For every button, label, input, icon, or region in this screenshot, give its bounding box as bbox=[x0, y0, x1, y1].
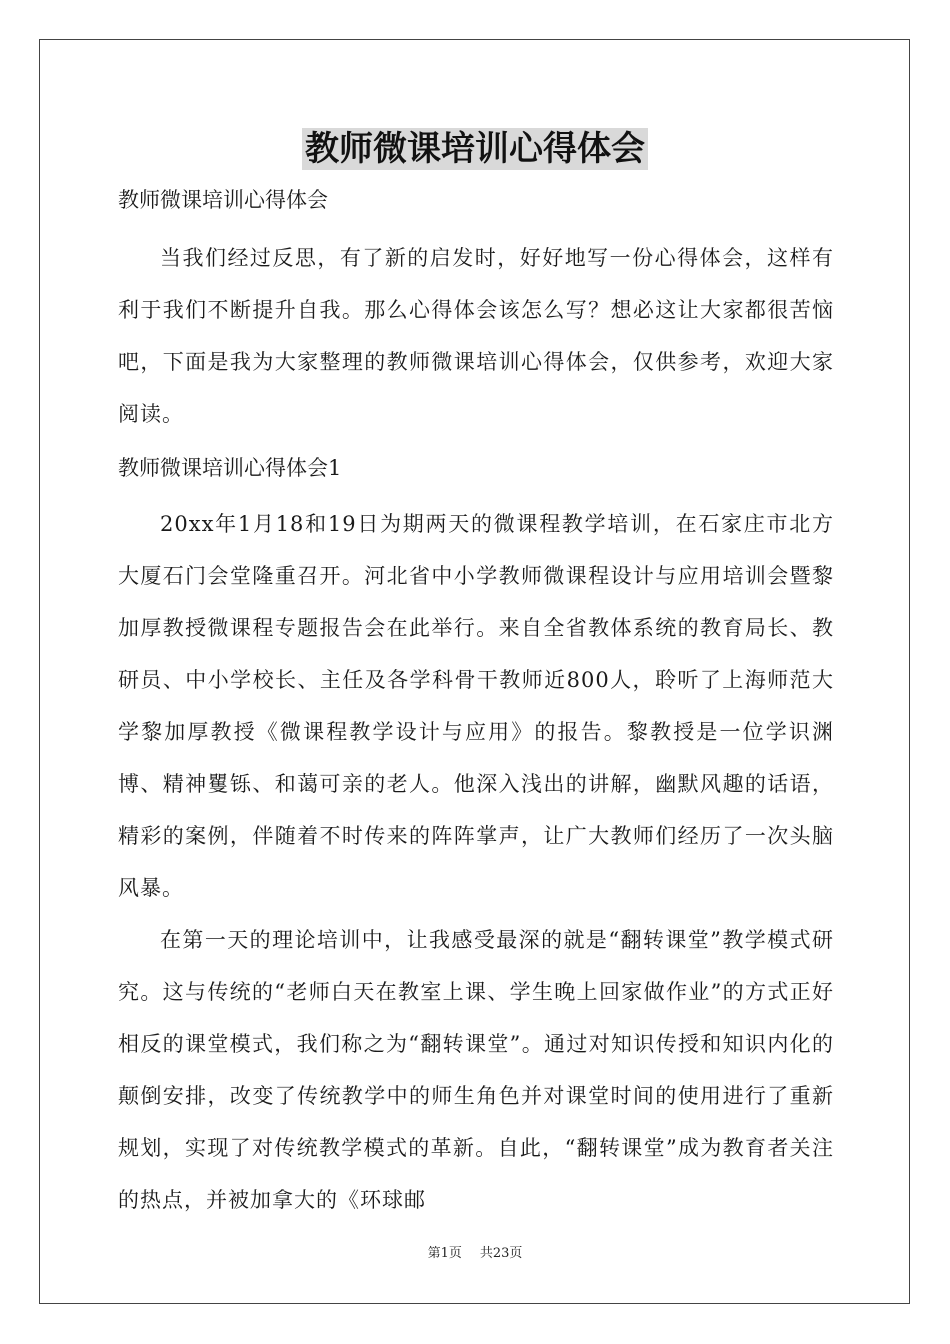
title-container bbox=[0, 128, 950, 170]
page-total: 共23页 bbox=[479, 1246, 523, 1261]
body-paragraph-1: 20xx年1月18和19日为期两天的微课程教学培训，在石家庄市北方大厦石门会堂隆重召开。河北省中小学教师微课程设计与应用培训会暨黎加厚教授微课程专题报告会在此举行。来自全省教体系统的教育局长、教研员、中小学校长、主任及各学科骨干教师近800人，聆听了上海师范大学黎加厚教授《微课程教学设计与应用》的报告。黎教授是一位学识渊博、精神矍铄、和蔼可亲的老人。他深入浅出的讲解，幽默风趣的话语，精彩的案例，伴随着不时传来的阵阵掌声，让广大教师们经历了一次头脑风暴。 bbox=[118, 512, 834, 900]
body-paragraph-2: 在第一天的理论培训中，让我感受最深的就是“翻转课堂”教学模式研究。这与传统的“老师白天在教室上课、学生晚上回家做作业”的方式正好相反的课堂模式，我们称之为“翻转课堂”。通过对知识传授和知识内化的颠倒安排，改变了传统教学中的师生角色并对课堂时间的使用进行了重新规划，实现了对传统教学模式的革新。自此，“翻转课堂”成为教育者关注的热点，并被加拿大的《环球邮 bbox=[118, 928, 834, 1212]
document-title: 教师微课培训心得体会 bbox=[302, 128, 648, 170]
section-heading: 教师微课培训心得体会1 bbox=[118, 456, 342, 480]
document-body bbox=[118, 180, 834, 1226]
page-number: 第1页 bbox=[427, 1246, 462, 1261]
document-subtitle: 教师微课培训心得体会 bbox=[118, 188, 328, 212]
page-footer bbox=[0, 1245, 950, 1263]
intro-paragraph: 当我们经过反思，有了新的启发时，好好地写一份心得体会，这样有利于我们不断提升自我。那么心得体会该怎么写？想必这让大家都很苦恼吧，下面是我为大家整理的教师微课培训心得体会，仅供参考，欢迎大家阅读。 bbox=[118, 246, 834, 426]
